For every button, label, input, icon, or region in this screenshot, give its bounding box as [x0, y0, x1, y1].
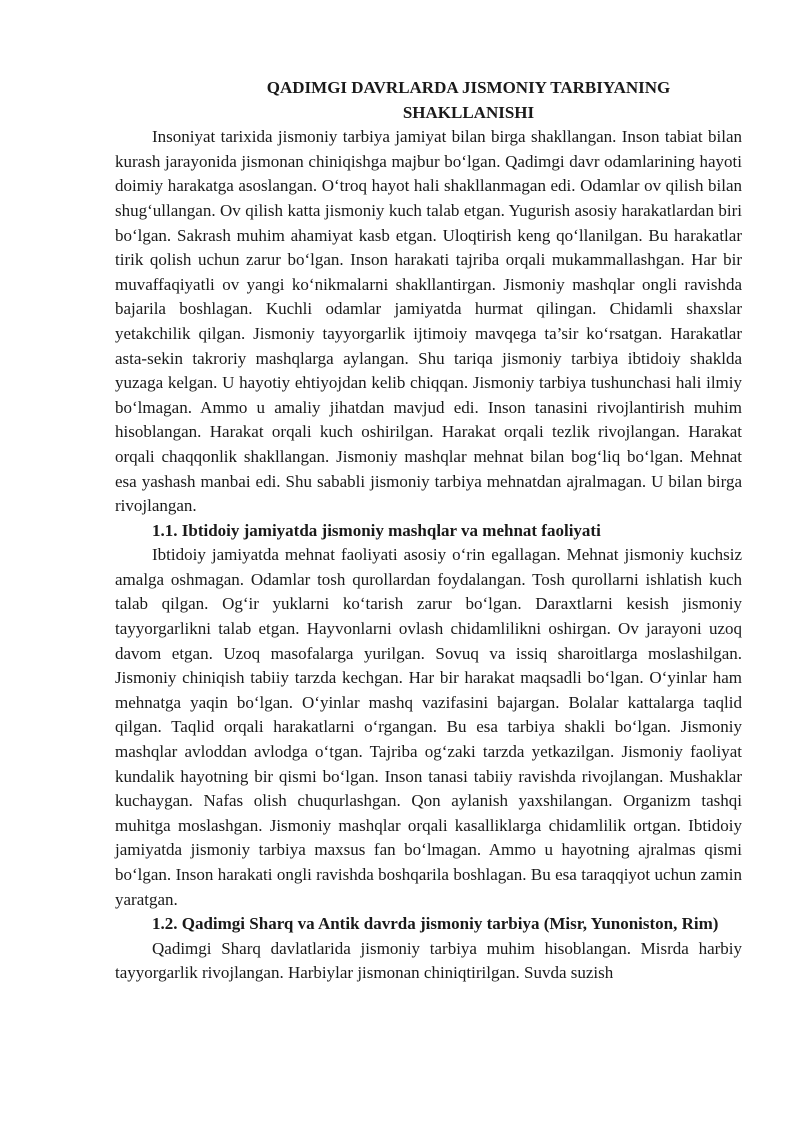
- title-line-1: QADIMGI DAVRLARDA JISMONIY TARBIYANING: [266, 78, 671, 97]
- document-title: [115, 76, 742, 125]
- intro-paragraph: Insoniyat tarixida jismoniy tarbiya jamiyat bilan birga shakllangan. Inson tabiat bilan kurash jarayonida jismonan chiniqishga majbur bo‘lgan. Qadimgi davr odamlarining hayoti doimiy harakatga asoslangan. O‘troq hayot hali shakllanmagan edi. Odamlar ov qilish bilan shug‘ullangan. Ov qilish katta jismoniy kuch talab etgan. Yugurish asosiy harakatlardan biri bo‘lgan. Sakrash muhim ahamiyat kasb etgan. Uloqtirish keng qo‘llanilgan. Bu harakatlar tirik qolish uchun zarur bo‘lgan. Inson harakati tajriba orqali mukammallashgan. Har bir muvaffaqiyatli ov yangi ko‘nikmalarni shakllantirgan. Jismoniy mashqlar ongli ravishda bajarila boshlagan. Kuchli odamlar jamiyatda hurmat qilingan. Chidamli shaxslar yetakchilik qilgan. Jismoniy tayyorgarlik ijtimoiy mavqega ta’sir ko‘rsatgan. Harakatlar asta-sekin takroriy mashqlarga aylangan. Shu tariqa jismoniy tarbiya ibtidoiy shaklda yuzaga kelgan. U hayotiy ehtiyojdan kelib chiqqan. Jismoniy tarbiya tushunchasi hali ilmiy bo‘lmagan. Ammo u amaliy jihatdan mavjud edi. Inson tanasini rivojlantirish muhim hisoblangan. Harakat orqali kuch oshirilgan. Harakat orqali tezlik rivojlangan. Harakat orqali chaqqonlik shakllangan. Jismoniy mashqlar mehnat bilan bog‘liq bo‘lgan. Mehnat esa yashash manbai edi. Shu sababli jismoniy tarbiya mehnatdan ajralmagan. U bilan birga rivojlangan.: [115, 127, 742, 516]
- section-1-paragraph: Ibtidoiy jamiyatda mehnat faoliyati asosiy o‘rin egallagan. Mehnat jismoniy kuchsiz amalga oshmagan. Odamlar tosh qurollardan foydalangan. Tosh qurollarni ishlatish kuch talab qilgan. Og‘ir yuklarni ko‘tarish zarur bo‘lgan. Daraxtlarni kesish jismoniy tayyorgarlikni talab etgan. Hayvonlarni ovlash chidamlilikni oshirgan. Ov jarayoni uzoq davom etgan. Uzoq masofalarga yurilgan. Sovuq va issiq sharoitlarga moslashilgan. Jismoniy chiniqish tabiiy tarzda kechgan. Har bir harakat maqsadli bo‘lgan. O‘yinlar ham mehnatga yaqin bo‘lgan. O‘yinlar mashq vazifasini bajargan. Bolalar kattalarga taqlid qilgan. Taqlid orqali harakatlarni o‘rgangan. Bu esa tarbiya shakli bo‘lgan. Jismoniy mashqlar avloddan avlodga o‘tgan. Tajriba og‘zaki tarzda yetkazilgan. Jismoniy faoliyat kundalik hayotning bir qismi bo‘lgan. Inson tanasi tabiiy ravishda rivojlangan. Mushaklar kuchaygan. Nafas olish chuqurlashgan. Qon aylanish yaxshilangan. Organizm tashqi muhitga moslashgan. Jismoniy mashqlar orqali kasalliklarga chidamlilik ortgan. Ibtidoiy jamiyatda jismoniy tarbiya maxsus fan bo‘lmagan. Ammo u hayotning ajralmas qismi bo‘lgan. Inson harakati ongli ravishda boshqarila boshlagan. Bu esa taraqqiyot uchun zamin yaratgan.: [115, 545, 742, 909]
- title-line-2: SHAKLLANISHI: [402, 102, 535, 122]
- section-2-paragraph: Qadimgi Sharq davlatlarida jismoniy tarbiya muhim hisoblangan. Misrda harbiy tayyorgarlik rivojlangan. Harbiylar jismonan chiniqtirilgan. Suvda suzish: [115, 938, 742, 983]
- document-body: [115, 76, 742, 986]
- section-2-heading: 1.2. Qadimgi Sharq va Antik davrda jismoniy tarbiya (Misr, Yunoniston, Rim): [152, 914, 719, 934]
- section-1-heading: 1.1. Ibtidoiy jamiyatda jismoniy mashqlar va mehnat faoliyati: [152, 520, 601, 540]
